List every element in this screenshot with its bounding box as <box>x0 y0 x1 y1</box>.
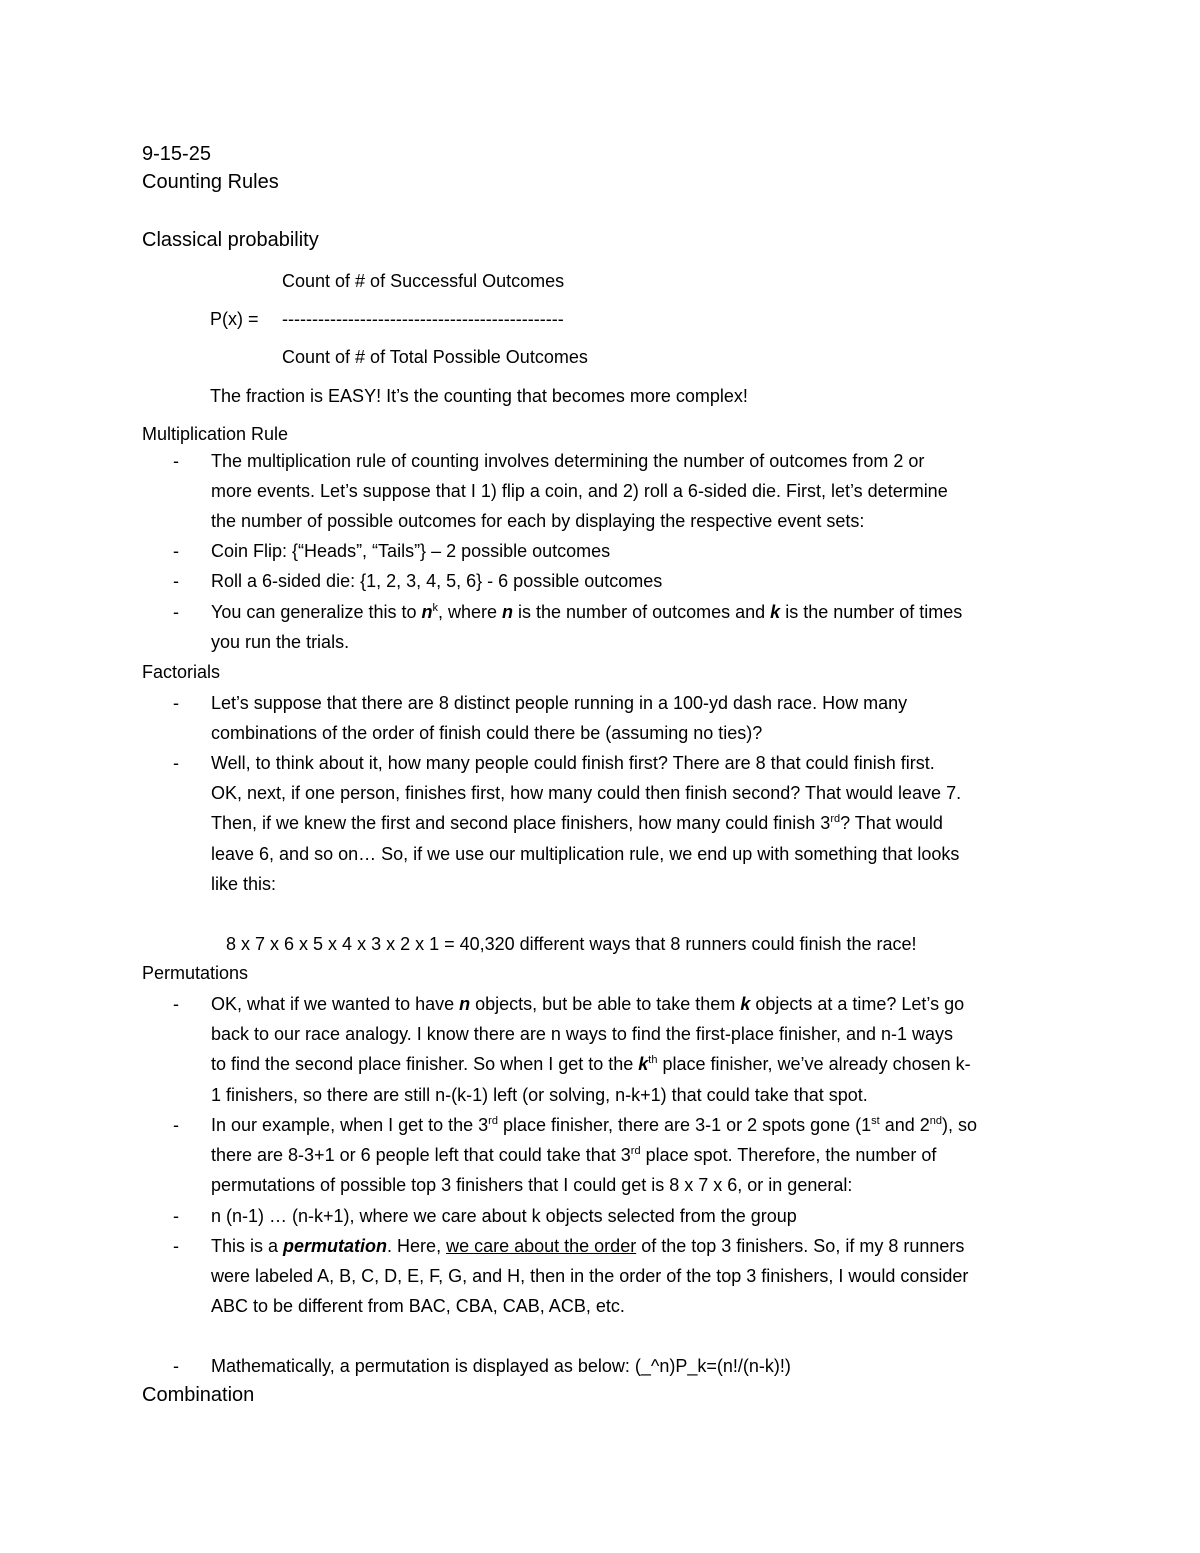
fraction-note: The fraction is EASY! It’s the counting that becomes more complex! <box>210 386 748 406</box>
k-variable: k <box>740 994 751 1014</box>
list-item: The multiplication rule of counting involves determining the number of outcomes from 2 or more events. Let’s suppose that I 1) flip a coin, and 2) roll a 6-sided die. First, let’s determine the number of possible outcomes for each by displaying the respective event sets: <box>211 451 948 532</box>
permutations-heading: Permutations <box>142 963 249 983</box>
n-variable: n <box>459 994 471 1014</box>
fraction-line: ----------------------------------------------- <box>282 309 564 329</box>
n-variable: n <box>421 602 433 622</box>
permutation-term: permutation <box>283 1236 388 1256</box>
classical-probability-heading: Classical probability <box>142 229 319 251</box>
n-variable: n <box>502 602 514 622</box>
bullet-marker: - <box>173 1206 179 1226</box>
bullet-marker: - <box>173 602 179 622</box>
list-item: In our example, when I get to the 3rd place finisher, there are 3-1 or 2 spots gone (1st and 2nd), so there are 8-3+1 or 6 people left that could take that 3rd place spot. Therefore, the number of permutations of possible top 3 finishers that I could get is 8 x 7 x 6, or in general: <box>211 1115 978 1196</box>
list-item: n (n-1) … (n-k+1), where we care about k objects selected from the group <box>211 1206 797 1226</box>
list-item: Roll a 6-sided die: {1, 2, 3, 4, 5, 6} - 6 possible outcomes <box>211 571 663 591</box>
bullet-marker: - <box>173 451 179 471</box>
bullet-marker: - <box>173 693 179 713</box>
list-item: Let’s suppose that there are 8 distinct people running in a 100-yd dash race. How many combinations of the order of finish could there be (assuming no ties)? <box>211 693 908 744</box>
multiplication-rule-heading: Multiplication Rule <box>142 424 289 444</box>
bullet-marker: - <box>173 541 179 561</box>
list-item: Mathematically, a permutation is displayed as below: (_^n)P_k=(n!/(n-k)!) <box>211 1356 791 1376</box>
fraction-numerator: Count of # of Successful Outcomes <box>282 271 565 291</box>
bullet-marker: - <box>173 753 179 773</box>
factorials-heading: Factorials <box>142 662 221 682</box>
list-item: This is a permutation. Here, we care about the order of the top 3 finishers. So, if my 8 runners were labeled A, B, C, D, E, F, G, and H, then in the order of the top 3 finishers, I would consider ABC to be different from BAC, CBA, CAB, ACB, etc. <box>211 1236 969 1317</box>
bullet-marker: - <box>173 571 179 591</box>
k-variable: k <box>638 1054 649 1075</box>
px-label: P(x) = <box>210 309 259 329</box>
page-title: Counting Rules <box>142 171 279 193</box>
fraction-denominator: Count of # of Total Possible Outcomes <box>282 347 588 367</box>
list-item: You can generalize this to $n^k$, where n is the number of outcomes and k is the number of times you run the trials. <box>211 602 963 653</box>
bullet-marker: - <box>173 1236 179 1256</box>
bullet-marker: - <box>173 994 179 1014</box>
combination-heading: Combination <box>142 1384 255 1406</box>
date-heading: 9-15-25 <box>142 143 211 165</box>
bullet-marker: - <box>173 1115 179 1135</box>
underlined-phrase: we care about the order <box>446 1236 637 1256</box>
factorial-equation: 8 x 7 x 6 x 5 x 4 x 3 x 2 x 1 = 40,320 different ways that 8 runners could finish the race! <box>226 934 917 954</box>
bullet-marker: - <box>173 1356 179 1376</box>
list-item: OK, what if we wanted to have n objects, but be able to take them k objects at a time? Let’s go back to our race analogy. I know there are n ways to find the first-place finisher, and n-1 ways to find the second place finisher. So when I get to the $k^{th}$ place finisher, we’ve already chosen k- 1 finishers, so there are still n-(k-1) left (or solving, n-k+1) that could take that spot. <box>211 994 971 1105</box>
list-item: Coin Flip: {“Heads”, “Tails”} – 2 possible outcomes <box>211 541 611 561</box>
list-item: Well, to think about it, how many people could finish first? There are 8 that could finish first. OK, next, if one person, finishes first, how many could then finish second? That would leave 7. Then, if we knew the first and second place finishers, how many could finish 3rd? That would leave 6, and so on… So, if we use our multiplication rule, we end up with something that looks like this: <box>211 753 962 894</box>
k-variable: k <box>770 602 781 622</box>
